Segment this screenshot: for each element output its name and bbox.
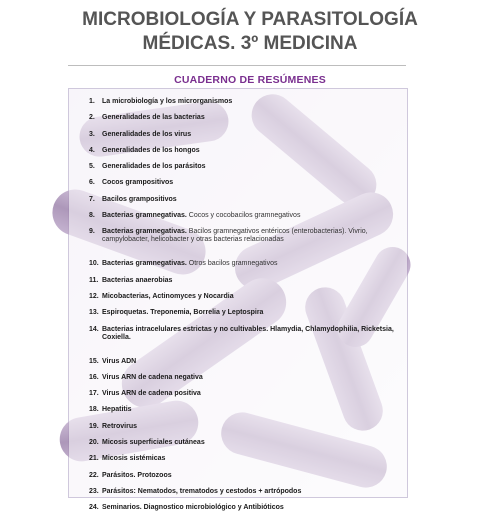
toc-item (89, 439, 409, 455)
toc-item-number: 11. (89, 276, 99, 284)
toc-item-text (102, 472, 409, 480)
toc-item-text (102, 260, 409, 268)
toc-item (89, 196, 409, 212)
toc-item (89, 504, 409, 520)
toc-item-title: Espiroquetas. Treponemia, Borrelia y Leptospira (102, 309, 264, 317)
toc-item-number: 13. (89, 309, 99, 317)
toc-item-text (102, 504, 409, 512)
toc-item (89, 374, 409, 390)
toc-item-number: 21. (89, 455, 99, 463)
toc-item-number: 3. (89, 130, 95, 138)
toc-item (89, 309, 409, 325)
toc-item-title: Virus ARN de cadena positiva (102, 390, 201, 398)
toc-item-title: Cocos grampositivos (102, 179, 174, 187)
toc-item-title: Virus ADN (102, 357, 137, 365)
toc-item-number: 24. (89, 504, 99, 512)
title-line-1: MICROBIOLOGÍA Y PARASITOLOGÍA (82, 9, 418, 30)
toc-item-text (102, 390, 409, 398)
toc-item (89, 406, 409, 422)
toc-item-detail: Otros bacilos gramnegativos (186, 260, 278, 268)
toc-item (89, 293, 409, 309)
toc-item (89, 277, 409, 293)
toc-item (89, 179, 409, 195)
toc-item-title: La microbiología y los microrganismos (102, 98, 233, 105)
toc-item-number: 22. (89, 471, 99, 479)
contents-panel (68, 88, 408, 512)
toc-item-title: Parásitos. Protozoos (102, 471, 172, 479)
table-of-contents (89, 98, 409, 521)
toc-item-title: Bacilos grampositivos (102, 195, 177, 203)
toc-item-text (102, 277, 409, 285)
toc-item-title: Bacterias gramnegativas. (102, 228, 187, 236)
toc-item (89, 488, 409, 504)
toc-item-detail: Bacilos gramnegativos entéricos (enterobacterias). Vivrio, campylobacter, helicobacter y otras bacterias relacionadas (102, 228, 368, 244)
toc-item (89, 455, 409, 471)
toc-item-title: Seminarios. Diagnostico microbiológico y Antibióticos (102, 504, 284, 512)
toc-item-number: 16. (89, 373, 99, 381)
toc-item (89, 390, 409, 406)
toc-item-title: Generalidades de los hongos (102, 146, 200, 154)
toc-item-text (102, 147, 409, 155)
toc-item-text (102, 455, 409, 463)
toc-item (89, 228, 409, 260)
toc-item (89, 260, 409, 276)
toc-item-number: 5. (89, 163, 95, 171)
toc-item-number: 15. (89, 357, 99, 365)
toc-item-number: 4. (89, 146, 95, 154)
toc-item-title: Generalidades de las bacterias (102, 114, 205, 122)
toc-item-title: Micosis sistémicas (102, 455, 166, 463)
toc-item (89, 131, 409, 147)
toc-item-text (102, 98, 409, 106)
toc-item-text (102, 374, 409, 382)
toc-item-title: Micobacterias, Actinomyces y Nocardia (102, 292, 234, 300)
toc-item-title: Bacterias gramnegativas. (102, 212, 187, 220)
toc-item (89, 472, 409, 488)
toc-item-title: Bacterias intracelulares estrictas y no cultivables. Hlamydia, Chlamydophilia, Ricketsia, Coxiella. (102, 325, 394, 341)
toc-item-text (102, 439, 409, 447)
toc-item-title: Micosis superficiales cutáneas (102, 439, 205, 447)
toc-item (89, 326, 409, 358)
toc-item-number: 20. (89, 439, 99, 447)
toc-item-title: Generalidades de los parásitos (102, 163, 206, 171)
title-divider (68, 65, 406, 66)
toc-item-number: 19. (89, 422, 99, 430)
toc-item-text (102, 163, 409, 171)
toc-item-number: 9. (89, 228, 95, 236)
toc-item-number: 14. (89, 325, 99, 333)
toc-item (89, 358, 409, 374)
toc-item-text (102, 488, 409, 496)
subtitle: CUADERNO DE RESÚMENES (174, 74, 326, 86)
toc-item-number: 1. (89, 98, 95, 105)
toc-item-text (102, 179, 409, 187)
toc-item-number: 18. (89, 406, 99, 414)
toc-item-text (102, 212, 409, 220)
toc-item-number: 17. (89, 390, 99, 398)
toc-item-text (102, 406, 409, 414)
toc-item-text (102, 196, 409, 204)
toc-item (89, 147, 409, 163)
toc-item-title: Virus ARN de cadena negativa (102, 373, 203, 381)
toc-item-title: Retrovirus (102, 422, 138, 430)
toc-item-title: Bacterias gramnegativas. (102, 260, 187, 268)
toc-item-number: 8. (89, 212, 95, 220)
toc-item-text (102, 309, 409, 317)
toc-item-text (102, 131, 409, 139)
toc-item-number: 12. (89, 292, 99, 300)
toc-item (89, 212, 409, 228)
toc-item (89, 423, 409, 439)
toc-item-number: 23. (89, 487, 99, 495)
toc-item-text (102, 114, 409, 122)
toc-item-text (102, 423, 409, 431)
toc-item-text (102, 326, 409, 342)
document-title (0, 8, 500, 56)
toc-item-text (102, 358, 409, 366)
toc-item-detail: Cocos y cocobacilos gramnegativos (186, 212, 301, 220)
toc-item-text (102, 228, 409, 244)
toc-item-title: Generalidades de los virus (102, 130, 192, 138)
toc-item-number: 7. (89, 195, 95, 203)
toc-item-number: 6. (89, 179, 95, 187)
title-line-2: MÉDICAS. 3º MEDICINA (142, 33, 358, 54)
toc-item (89, 114, 409, 130)
toc-item-text (102, 293, 409, 301)
toc-item-title: Hepatitis (102, 406, 132, 414)
toc-item-number: 2. (89, 114, 95, 122)
toc-item (89, 98, 409, 114)
toc-item-title: Bacterias anaerobias (102, 276, 173, 284)
toc-item-number: 10. (89, 260, 99, 268)
toc-item-title: Parásitos: Nematodos, trematodos y cestodos + artrópodos (102, 487, 302, 495)
toc-item (89, 163, 409, 179)
